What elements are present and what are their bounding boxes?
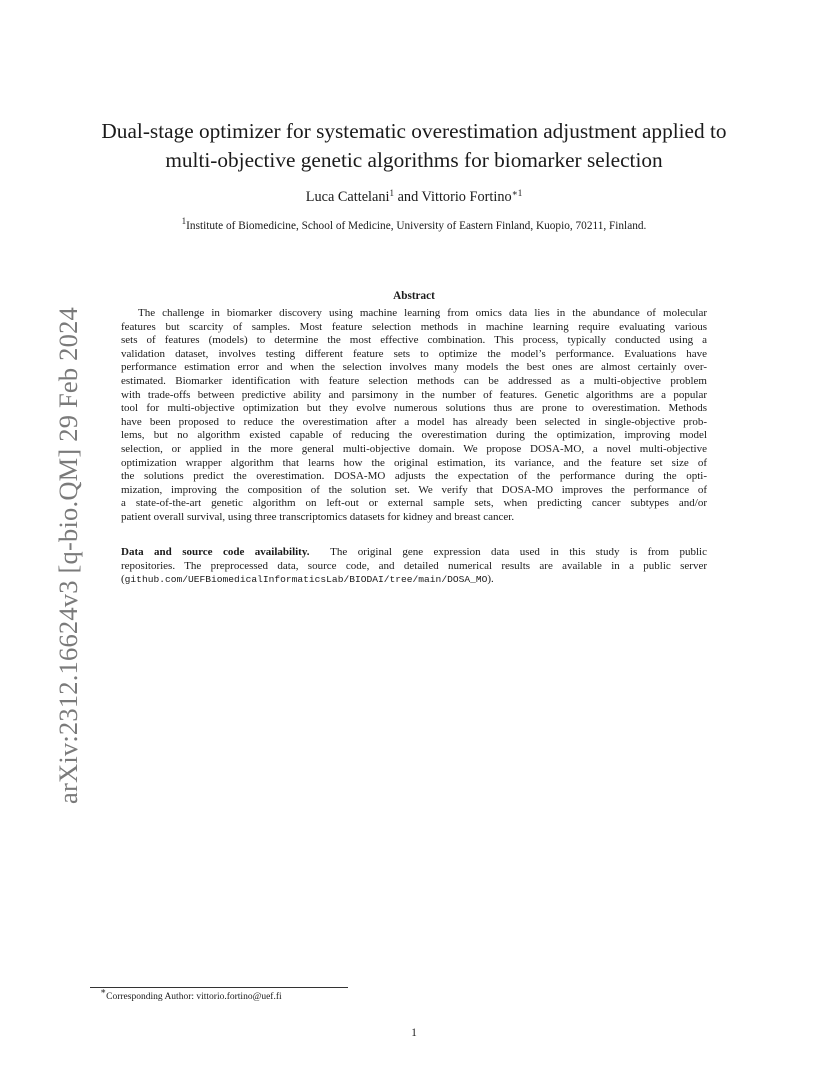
paper-title <box>60 117 768 175</box>
abstract-line: lems, but no algorithm existed capable of reducing the overestimation during the optimization, improving model <box>121 429 707 442</box>
availability-paren-close: ). <box>487 573 494 586</box>
abstract-line: patient overall survival, using three transcriptomics datasets for kidney and breast cancer. <box>121 510 515 523</box>
availability-line-1 <box>121 546 707 560</box>
abstract-line: a state-of-the-art genetic algorithm on left-out or external sample sets, when predicting cancer subtypes and/or <box>121 497 707 510</box>
availability-text: The original gene expression data used in this study is from public <box>309 546 707 558</box>
abstract-line: the solutions predict the overestimation. DOSA-MO adjusts the expectation of the performance during the opti- <box>121 470 707 483</box>
repository-url-link[interactable]: github.com/UEFBiomedicalInformaticsLab/BIODAI/tree/main/DOSA_MO <box>124 574 488 586</box>
abstract-line: performance estimation error and when the selection involves many models the best ones are almost certainly over- <box>121 361 707 374</box>
abstract-line: validation dataset, involves testing different feature sets to optimize the model’s performance. Evaluations have <box>121 347 707 360</box>
arxiv-identifier-text: arXiv:2312.16624v3 [q-bio.QM] 29 Feb 2024 <box>52 306 83 804</box>
author-list <box>60 187 768 207</box>
paper-title-line-1: Dual-stage optimizer for systematic overestimation adjustment applied to <box>101 119 727 143</box>
abstract-line: mization, improving the composition of the solution set. We verify that DOSA-MO improves the performance of <box>121 483 707 496</box>
arxiv-identifier <box>48 306 88 804</box>
abstract-line: sets of features (models) to determine the most effective combination. This process, typically conducted using a <box>121 334 707 347</box>
author-affiliation-mark: 1 <box>389 188 394 199</box>
affiliation <box>60 218 768 234</box>
affiliation-text: Institute of Biomedicine, School of Medicine, University of Eastern Finland, Kuopio, 70211, Finland. <box>186 220 647 232</box>
footnote-mark: ∗ <box>100 986 107 997</box>
abstract-heading: Abstract <box>393 290 435 302</box>
abstract-line: optimization wrapper algorithm that learns how the original estimation, its variance, and the feature set size of <box>121 456 707 469</box>
footnote-divider <box>90 987 348 988</box>
abstract-body <box>121 307 707 525</box>
abstract-line: with trade-offs between predictive ability and parsimony in the number of features. Genetic algorithms are a popular <box>121 388 707 401</box>
affiliation-mark: 1 <box>181 216 187 227</box>
footnote <box>100 986 282 1004</box>
abstract-line: features but scarcity of samples. Most feature selection methods in machine learning require evaluating various <box>121 320 707 333</box>
author-name: Vittorio Fortino <box>421 189 512 205</box>
author-connector: and <box>394 189 422 205</box>
abstract-line: tool for multi-objective optimization but they evolve numerous solutions thus are prone to overestimation. Methods <box>121 402 707 415</box>
availability-label: Data and source code availability. <box>121 546 310 558</box>
availability-paren-open: ( <box>121 573 125 586</box>
page-number: 1 <box>411 1027 417 1039</box>
paper-title-line-2: multi-objective genetic algorithms for biomarker selection <box>165 148 663 172</box>
availability-line-2: repositories. The preprocessed data, source code, and detailed numerical results are available in a public server <box>121 559 707 572</box>
abstract-line: estimated. Biomarker identification with feature selection methods can be addressed as a multi-objective problem <box>121 374 707 387</box>
abstract-line: The challenge in biomarker discovery using machine learning from omics data lies in the abundance of molecular <box>138 307 707 319</box>
abstract-line: selection, or applied in the more general multi-objective domain. We propose DOSA-MO, a novel multi-objective <box>121 442 707 455</box>
data-availability-statement <box>121 546 707 587</box>
author-affiliation-mark: ∗1 <box>511 188 523 199</box>
footnote-text: Corresponding Author: vittorio.fortino@uef.fi <box>106 992 282 1002</box>
abstract-line: have been proposed to reduce the overestimation after a model has already been selected in single-objective prob- <box>121 415 707 428</box>
availability-line-3 <box>121 573 707 587</box>
author-name: Luca Cattelani <box>305 189 390 205</box>
